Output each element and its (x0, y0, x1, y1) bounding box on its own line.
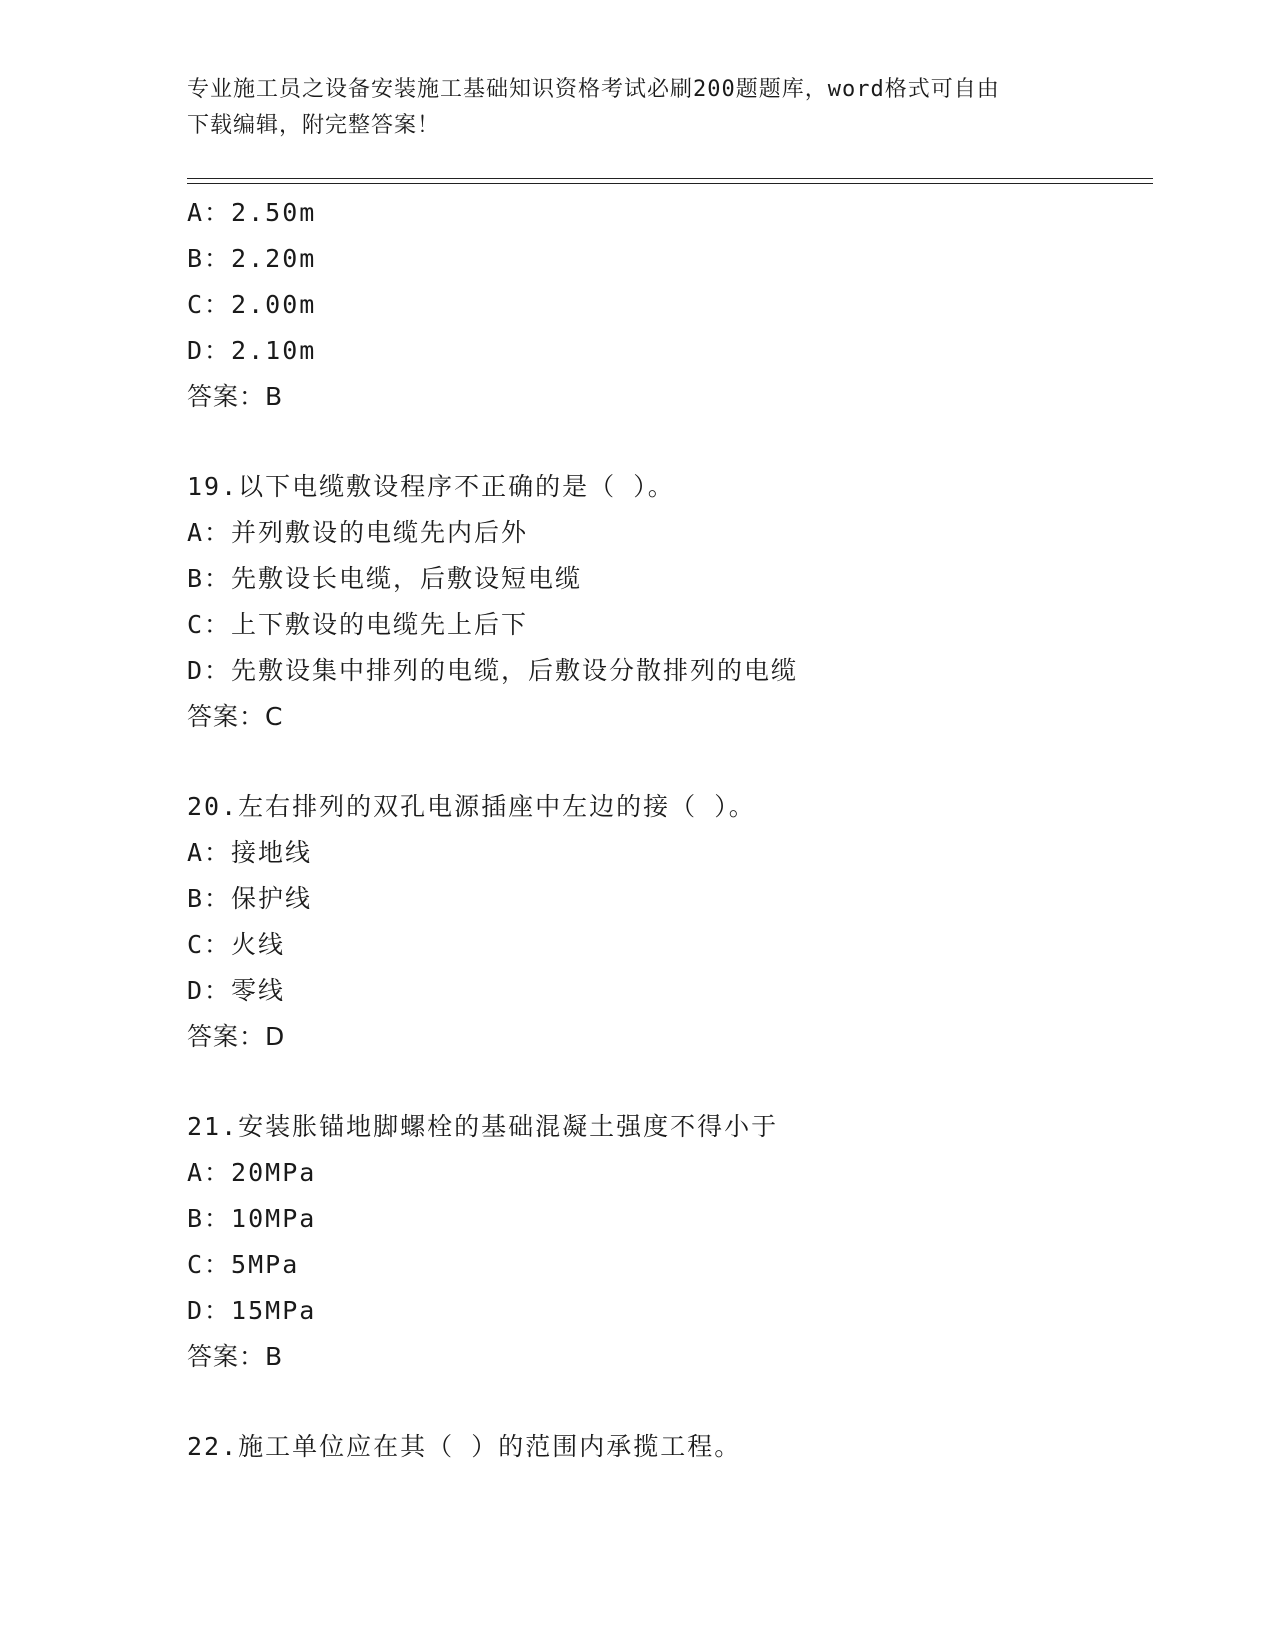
option-d: D：先敷设集中排列的电缆，后敷设分散排列的电缆 (187, 656, 799, 685)
option-c: C：5MPa (187, 1250, 300, 1279)
question-stem: 21.安装胀锚地脚螺栓的基础混凝土强度不得小于 (187, 1112, 779, 1141)
header-line-2: 下载编辑，附完整答案！ (187, 113, 441, 138)
spacer (187, 420, 1147, 464)
option-c: C：2.00m (187, 290, 317, 319)
document-header (187, 72, 1077, 144)
spacer (187, 1060, 1147, 1104)
option-a: A：接地线 (187, 838, 313, 867)
option-b: B：先敷设长电缆，后敷设短电缆 (187, 564, 583, 593)
answer: 答案：B (187, 1342, 284, 1371)
answer: 答案：C (187, 702, 284, 731)
option-b: B：10MPa (187, 1204, 317, 1233)
question-22 (187, 1424, 1147, 1470)
answer: 答案：D (187, 1022, 286, 1051)
question-stem: 22.施工单位应在其（ ）的范围内承揽工程。 (187, 1432, 742, 1461)
option-a: A：20MPa (187, 1158, 317, 1187)
option-a: A：并列敷设的电缆先内后外 (187, 518, 529, 547)
option-d: D：2.10m (187, 336, 317, 365)
option-b: B：保护线 (187, 884, 313, 913)
question-20 (187, 784, 1147, 1060)
question-21 (187, 1104, 1147, 1380)
option-a: A：2.50m (187, 198, 317, 227)
header-divider-top (187, 178, 1153, 179)
option-c: C：上下敷设的电缆先上后下 (187, 610, 529, 639)
question-18-tail (187, 190, 1147, 420)
spacer (187, 740, 1147, 784)
option-d: D：15MPa (187, 1296, 317, 1325)
spacer (187, 1380, 1147, 1424)
option-c: C：火线 (187, 930, 286, 959)
question-stem: 19.以下电缆敷设程序不正确的是（ ）。 (187, 472, 675, 501)
header-line-1: 专业施工员之设备安装施工基础知识资格考试必刷200题题库，word格式可自由 (187, 77, 1000, 102)
header-divider-bottom (187, 183, 1153, 184)
option-b: B：2.20m (187, 244, 317, 273)
question-stem: 20.左右排列的双孔电源插座中左边的接（ ）。 (187, 792, 756, 821)
option-d: D：零线 (187, 976, 286, 1005)
question-list (187, 190, 1147, 1470)
question-19 (187, 464, 1147, 740)
answer: 答案：B (187, 382, 284, 411)
